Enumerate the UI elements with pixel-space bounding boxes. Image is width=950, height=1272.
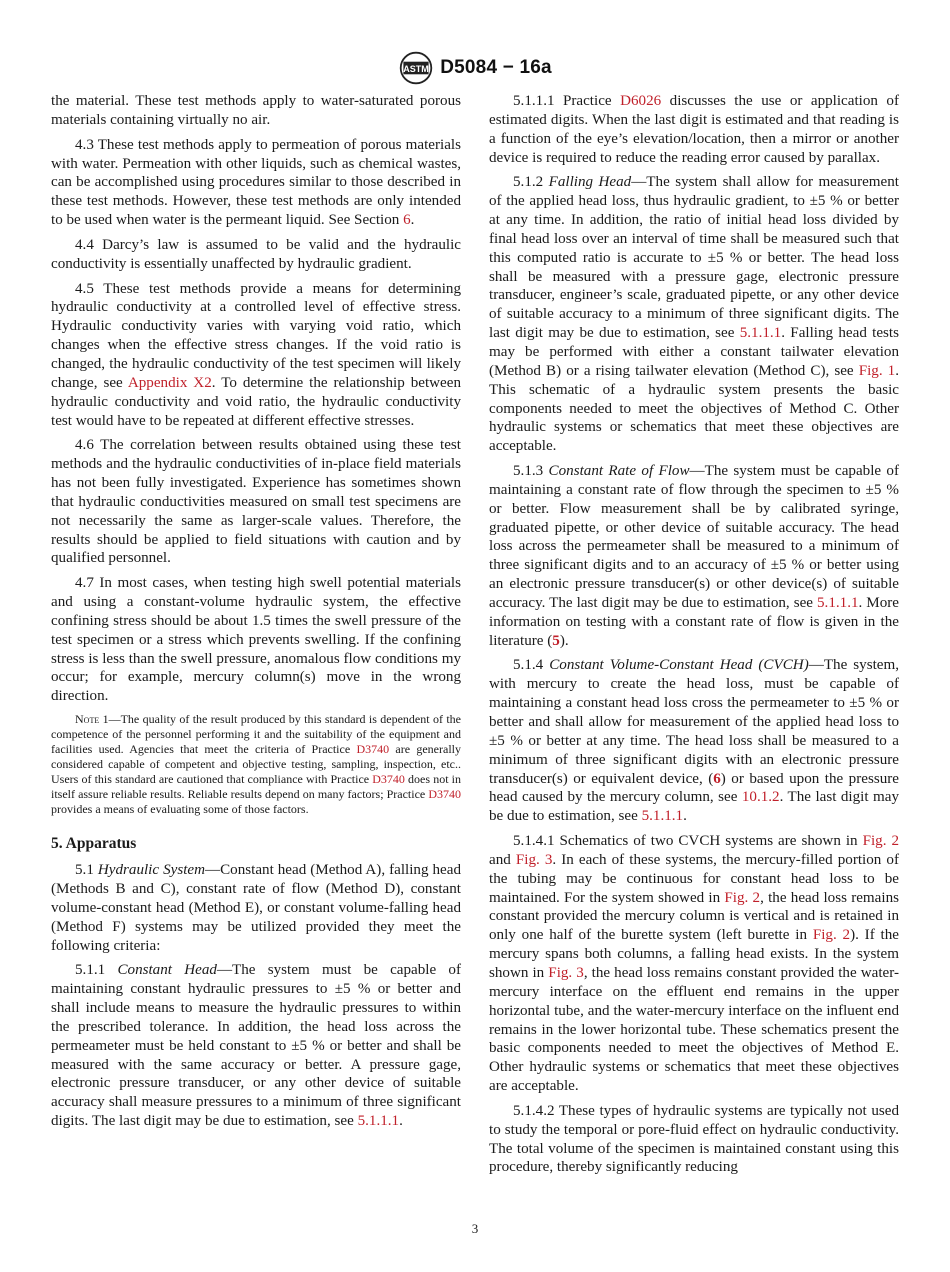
section-6-link[interactable]: 6	[403, 212, 411, 229]
paragraph-continued: the material. These test methods apply to water-saturated porous materials containing virtually no air.	[51, 93, 461, 128]
section-5-1-1-1-link[interactable]: 5.1.1.1	[739, 325, 782, 342]
d3740-link[interactable]: D3740	[428, 787, 461, 802]
paragraph-4-4: 4.4 Darcy’s law is assumed to be valid and the hydraulic conductivity is essentially unaffected by hydraulic gradient.	[51, 236, 461, 272]
paragraph-5-1-1-1: 5.1.1.1 Practice D6026 discusses the use or application of estimated digits. When the last digit is estimated and that reading is a function of the eye’s elevation/location, then a mirror or another device is required to reduce the reading error caused by parallax.	[489, 93, 899, 166]
section-heading-apparatus: 5. Apparatus	[51, 835, 137, 853]
appendix-x2-link[interactable]: Appendix X2	[127, 374, 212, 391]
fig-3-link[interactable]: Fig. 3	[548, 964, 584, 981]
d3740-link[interactable]: D3740	[372, 772, 405, 787]
fig-2-link[interactable]: Fig. 2	[862, 833, 899, 850]
fig-2-link[interactable]: Fig. 2	[812, 927, 851, 944]
paragraph-4-5: 4.5 These test methods provide a means for determining hydraulic conductivity at a controlled level of effective stress. Hydraulic conductivity varies with varying void ratio, which changes when the effective stress changes. If the void ratio is changed, the hydraulic conductivity of the test specimen will likely change, see Appendix X2. To determine the relationship between hydraulic conductivity and void ratio, the hydraulic conductivity test would have to be repeated at different effective stresses.	[51, 280, 462, 429]
paragraph-4-7: 4.7 In most cases, when testing high swell potential materials and using a constant-volume hydraulic system, the effective confining stress should be about 1.5 times the swell pressure of the test specimen or a stress which prevents swelling. If the confining stress is less than the swell pressure, anomalous flow conditions my occur; for example, mercury column(s) move in the wrong direction.	[51, 575, 461, 705]
paragraph-4-3: 4.3 These test methods apply to permeation of porous materials with water. Permeation with other liquids, such as chemical wastes, can be accomplished using procedures similar to those described in these test methods. However, these test methods are only intended to be used when water is the permeant liquid. See Section 6.	[51, 136, 461, 229]
astm-logo-icon	[398, 50, 434, 86]
section-5-1-1-1-link[interactable]: 5.1.1.1	[817, 594, 859, 611]
paragraph-5-1-4-1: 5.1.4.1 Schematics of two CVCH systems are shown in Fig. 2 and Fig. 3. In each of these systems, the mercury-filled portion of the tubing may be continuous for constant head loss to be maintained. For the system showed in Fig. 2, the head loss remains constant provided the mercury column is vertical and is retained in only one half of the burette system (left burette in Fig. 2). If the mercury spans both columns, a falling head exists. In the system shown in Fig. 3, the head loss remains constant provided the water-mercury interface on the effluent end remains in the upper horizontal tube, and the water-mercury interface on the influent end remains in the lower horizontal tube. These schematics present the basic components needed to meet the objectives of Method E. Other hydraulic systems or schematics that meet these objectives are acceptable.	[489, 833, 899, 1095]
paragraph-5-1-4-2: 5.1.4.2 These types of hydraulic systems are typically not used to study the temporal or pore-fluid effect on hydraulic conductivity. The total volume of the specimen is maintained constant using this procedure, thereby significantly reducing	[489, 1102, 899, 1176]
note-label: Note 1	[75, 712, 109, 727]
paragraph-5-1-2: 5.1.2 Falling Head—The system shall allow for measurement of the applied head loss, thus hydraulic gradient, to ±5 % or better at any time. In addition, the ratio of initial head loss divided by final head loss over an interval of time shall be measured such that this computed ratio is accurate to ±5 % or better. The head loss shall be measured with a pressure gage, electronic pressure transducer, engineer’s scale, graduated pipette, or any other device of suitable accuracy to a minimum of three significant digits. The last digit may be due to estimation, see 5.1.1.1. Falling head tests may be performed with either a constant tailwater elevation (Method B) or a rising tailwater elevation (Method C), see Fig. 1. This schematic of a hydraulic system presents the basic components needed to meet the objectives of Method C. Other hydraulic systems or schematics that meet these objectives are acceptable.	[489, 174, 899, 455]
d6026-link[interactable]: D6026	[620, 93, 662, 109]
section-10-1-2-link[interactable]: 10.1.2	[741, 789, 780, 806]
section-5-1-1-1-link[interactable]: 5.1.1.1	[357, 1113, 400, 1130]
d3740-link[interactable]: D3740	[356, 742, 390, 757]
right-column	[489, 92, 899, 1183]
paragraph-5-1-1: 5.1.1 Constant Head—The system must be capable of maintaining constant hydraulic pressures to ±5 % or better and shall include means to measure the hydraulic pressures to within the prescribed tolerance. In addition, the head loss across the permeameter must be held constant to ±5 % or better and shall be measured with the same accuracy or better. A pressure gage, electronic pressure transducer, or any other device of suitable accuracy shall measure pressures to a minimum of three significant digits. The last digit may be due to estimation, see 5.1.1.1.	[51, 962, 461, 1130]
paragraph-5-1: 5.1 Hydraulic System—Constant head (Method A), falling head (Methods B and C), constant rate of flow (Method D), constant volume-constant head (Method E), or constant volume-falling head (Method F) systems may be utilized provided they meet the following criteria:	[51, 862, 461, 954]
svg-text:ASTM: ASTM	[403, 64, 429, 75]
section-5-1-1-1-link[interactable]: 5.1.1.1	[641, 808, 684, 825]
reference-5-link[interactable]: 5	[552, 632, 560, 649]
fig-3-link[interactable]: Fig. 3	[515, 851, 553, 868]
paragraph-5-1-3: 5.1.3 Constant Rate of Flow—The system must be capable of maintaining a constant rate of flow through the specimen to ±5 % or better. Flow measurement shall be by calibrated syringe, graduated pipette, or other device of suitable accuracy. The head loss across the permeameter shall be measured to a minimum of three significant digits and to an accuracy of ±5 % or better using an electronic pressure transducer(s) or other device(s) of suitable accuracy. The last digit may be due to estimation, see 5.1.1.1. More information on testing with a constant rate of flow is given in the literature (5).	[489, 463, 900, 649]
fig-1-link[interactable]: Fig. 1	[858, 362, 896, 379]
reference-6-link[interactable]: 6	[713, 770, 721, 787]
note-1: Note 1—The quality of the result produced by this standard is dependent of the competence of the personnel performing it and the suitability of the equipment and facilities used. Agencies that meet the criteria of Practice D3740 are generally considered capable of competent and objective testing, sampling, inspection, etc.. Users of this standard are cautioned that compliance with Practice D3740 does not in itself assure reliable results. Reliable results depend on many factors; Practice D3740 provides a means of evaluating some of those factors.	[51, 712, 461, 817]
paragraph-4-6: 4.6 The correlation between results obtained using these test methods and the hydraulic conductivities of in-place field materials has not been fully investigated. Experience has sometimes shown that hydraulic conductivities measured on small test specimens are not necessarily the same as larger-scale values. Therefore, the results should be applied to field situations with caution and by qualified personnel.	[51, 437, 461, 567]
document-id: D5084 − 16a	[440, 57, 552, 78]
paragraph-5-1-4: 5.1.4 Constant Volume-Constant Head (CVCH)—The system, with mercury to create the head loss, must be capable of maintaining a constant head loss cross the permeameter to ±5 % or better and shall allow for measurement of the applied head loss to ±5 % or better at any time. The head loss shall be measured to a minimum of three significant digits with an electronic pressure transducer(s) or equivalent device, (6) or based upon the pressure head caused by the mercury column, see 10.1.2. The last digit may be due to estimation, see 5.1.1.1.	[489, 657, 899, 825]
page-number: 3	[471, 1221, 479, 1236]
fig-2-link[interactable]: Fig. 2	[724, 889, 761, 906]
page-header	[0, 48, 950, 88]
left-column	[51, 92, 461, 1137]
